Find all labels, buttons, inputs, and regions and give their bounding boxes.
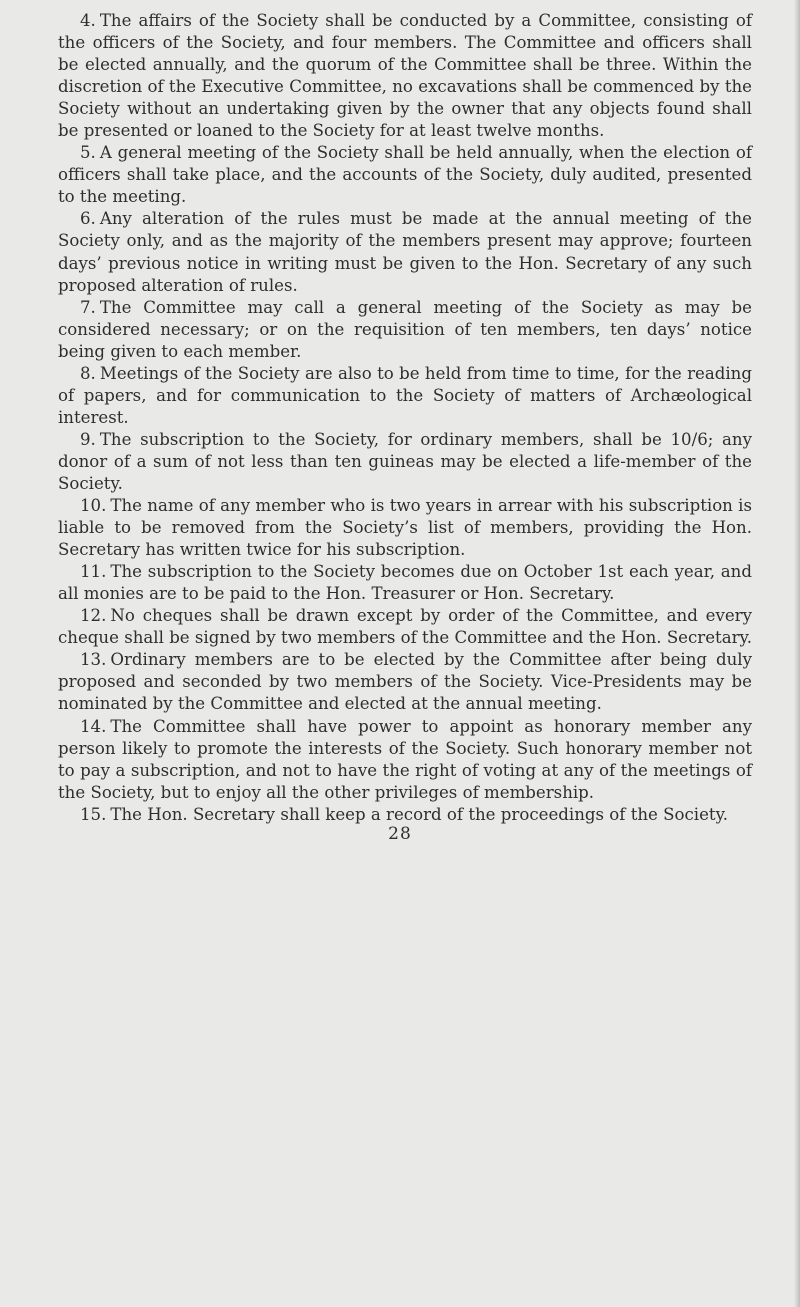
rule-text: The subscription to the Society becomes due on October 1st each year, and all monies are to be paid to the Hon. Treasurer or Hon. Secretary. bbox=[58, 562, 752, 604]
rule-5 bbox=[58, 142, 752, 208]
rule-number: 10. bbox=[80, 496, 107, 516]
rule-number: 15. bbox=[80, 804, 107, 824]
rule-13 bbox=[58, 649, 752, 715]
rule-text: No cheques shall be drawn except by order of the Committee, and every cheque shall be signed by two members of the Committee and the Hon. Secretary. bbox=[58, 606, 752, 648]
rule-number: 4. bbox=[80, 11, 96, 30]
rule-number: 8. bbox=[80, 363, 96, 383]
rule-text: The Committee may call a general meeting of the Society as may be considered necessary; or on the requisition of ten members, ten days’ notice being given to each member. bbox=[58, 297, 752, 361]
rule-text: A general meeting of the Society shall be held annually, when the election of officers shall take place, and the accounts of the Society, duly audited, presented to the meeting. bbox=[58, 143, 752, 207]
rule-8 bbox=[58, 363, 752, 429]
rule-12 bbox=[58, 605, 752, 649]
rule-text: The affairs of the Society shall be conducted by a Committee, consisting of the officers of the Society, and four members. The Committee and officers shall be elected annually, and the quorum of the Committee shall be three. Within the discretion of the Executive Committee, no excavations shall be commenced by the Society without an undertaking given by the owner that any objects found shall be presented or loaned to the Society for at least twelve months. bbox=[58, 11, 752, 141]
rule-7 bbox=[58, 297, 752, 363]
rule-10 bbox=[58, 495, 752, 561]
rule-14 bbox=[58, 716, 752, 804]
rule-11 bbox=[58, 561, 752, 605]
rule-text: The name of any member who is two years in arrear with his subscription is liable to be removed from the Society’s list of members, providing the Hon. Secretary has written twice for his subscription. bbox=[58, 496, 752, 560]
rule-number: 7. bbox=[80, 297, 96, 317]
rule-number: 5. bbox=[80, 143, 96, 163]
rule-number: 14. bbox=[80, 716, 107, 736]
rule-number: 9. bbox=[80, 429, 96, 449]
page-edge-shadow bbox=[794, 0, 800, 1307]
rule-text: The Committee shall have power to appoint as honorary member any person likely to promote the interests of the Society. Such honorary member not to pay a subscription, and not to have the right of voting at any of the meetings of the Society, but to enjoy all the other privileges of membership. bbox=[58, 716, 752, 802]
rule-number: 11. bbox=[80, 562, 107, 582]
page-number: 28 bbox=[388, 824, 412, 844]
rule-text: Any alteration of the rules must be made at the annual meeting of the Society only, and as the majority of the members present may approve; fourteen days’ previous notice in writing must be given to the Hon. Secretary of any such proposed alteration of rules. bbox=[58, 209, 752, 295]
rules-text-block bbox=[58, 10, 752, 826]
rule-text: The Hon. Secretary shall keep a record of the proceedings of the Society. bbox=[110, 804, 729, 824]
rule-4 bbox=[58, 10, 752, 142]
rule-number: 12. bbox=[80, 606, 107, 626]
rule-6 bbox=[58, 208, 752, 296]
rule-number: 6. bbox=[80, 209, 96, 229]
rule-9 bbox=[58, 429, 752, 495]
rule-text: The subscription to the Society, for ordinary members, shall be 10/6; any donor of a sum of not less than ten guineas may be elected a life-member of the Society. bbox=[58, 429, 752, 493]
rule-text: Meetings of the Society are also to be held from time to time, for the reading of papers, and for communication to the Society of matters of Archæological interest. bbox=[58, 363, 752, 427]
rule-text: Ordinary members are to be elected by the Committee after being duly proposed and seconded by two members of the Society. Vice-Presidents may be nominated by the Committee and elected at the annual meeting. bbox=[58, 650, 752, 714]
rule-number: 13. bbox=[80, 650, 107, 670]
rule-15 bbox=[58, 804, 752, 826]
